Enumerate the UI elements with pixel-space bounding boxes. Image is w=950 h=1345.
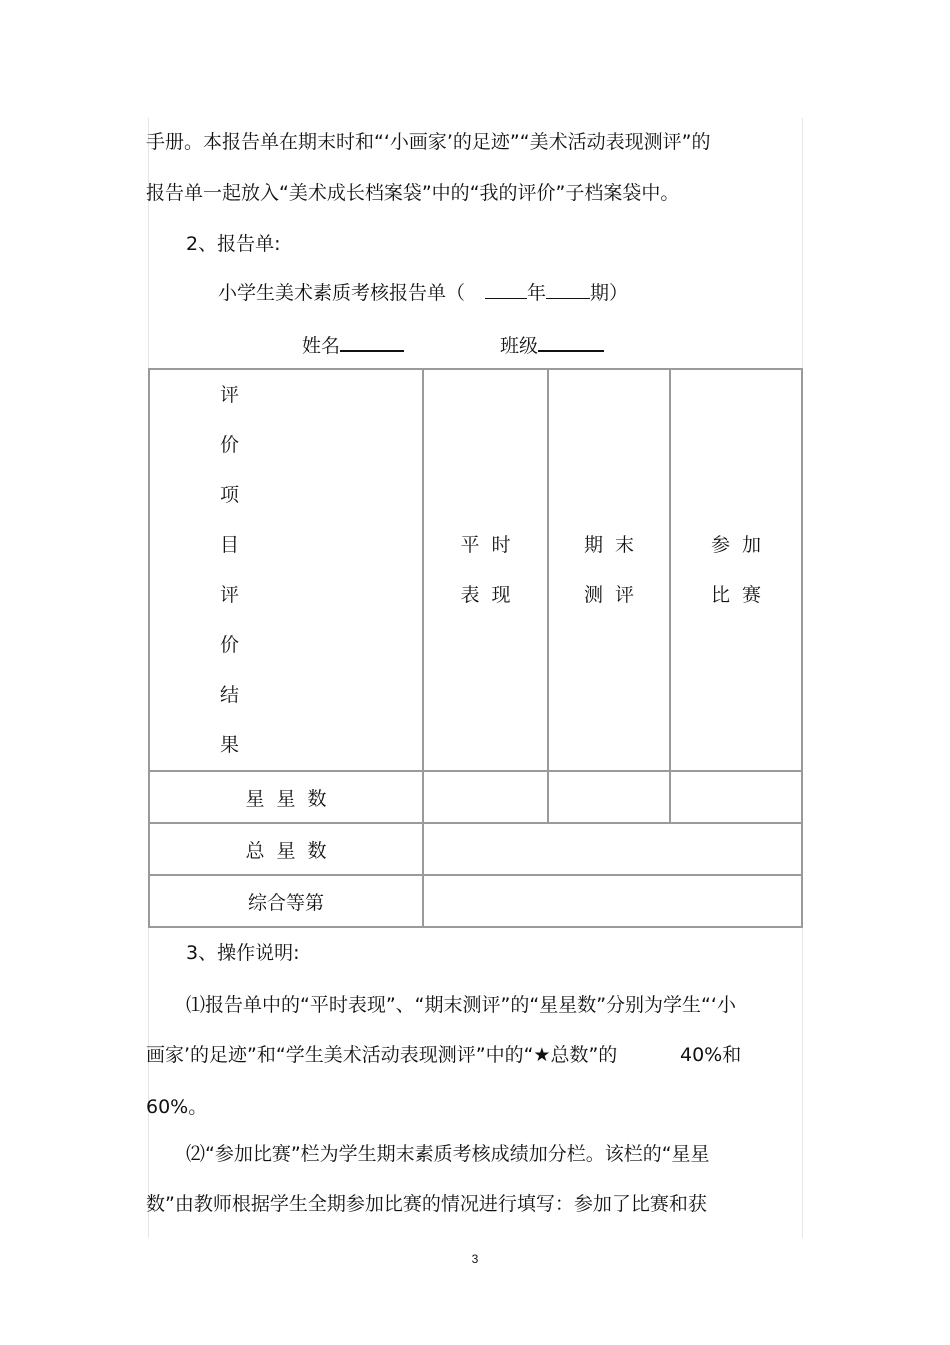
header-char: 项 (220, 484, 240, 506)
stars-row (149, 771, 802, 823)
header-char: 目 (220, 534, 240, 556)
instruction-2-line-1: ⑵“参加比赛”栏为学生期末素质考核成绩加分栏。该栏的“星星 (186, 1143, 710, 1165)
class-label: 班级 (500, 335, 539, 357)
total-stars-label: 总星数 (149, 823, 423, 875)
evaluation-item-label (220, 370, 250, 770)
class-field (500, 332, 604, 358)
paragraph-line-2: 报告单一起放入“美术成长档案袋”中的“我的评价”子档案袋中。 (146, 182, 680, 204)
column-daily-performance (423, 369, 548, 771)
stars-label: 星星数 (149, 771, 423, 823)
report-title-year: 年 (527, 282, 547, 304)
total-stars-row (149, 823, 802, 875)
header-row (149, 369, 802, 771)
name-label: 姓名 (302, 335, 341, 357)
column-label-line1: 期末 (583, 534, 646, 556)
header-char: 价 (220, 434, 240, 456)
term-blank (546, 280, 590, 299)
instruction-1-line-2: 画家’的足迹”和“学生美术活动表现测评”中的“★总数”的 (146, 1044, 618, 1066)
page-number: 3 (471, 1252, 479, 1266)
section-2-heading: 2、报告单: (186, 233, 281, 255)
instruction-1-line-1: ⑴报告单中的“平时表现”、“期末测评”的“星星数”分别为学生“‘小 (186, 994, 736, 1016)
column-label-line1: 平时 (460, 534, 523, 556)
stars-final-cell (548, 771, 670, 823)
report-table (148, 368, 803, 928)
overall-grade-cell (423, 875, 802, 927)
header-char: 评 (220, 384, 240, 406)
column-competition (670, 369, 802, 771)
report-title (218, 280, 628, 305)
class-blank (538, 332, 604, 352)
section-3-heading: 3、操作说明: (186, 942, 300, 964)
year-blank (485, 280, 527, 299)
name-blank (340, 332, 404, 352)
instruction-1-line-3: 60%。 (146, 1096, 208, 1118)
overall-grade-label: 综合等第 (149, 875, 423, 927)
header-char: 果 (220, 734, 240, 756)
report-title-term: 期） (590, 282, 629, 304)
paragraph-line-1: 手册。本报告单在期末时和“‘小画家’的足迹”“美术活动表现测评”的 (146, 131, 711, 153)
overall-grade-row (149, 875, 802, 927)
header-char: 评 (220, 584, 240, 606)
stars-daily-cell (423, 771, 548, 823)
report-title-prefix: 小学生美术素质考核报告单（ (218, 282, 466, 304)
column-label-line1: 参加 (710, 534, 773, 556)
column-label-line2: 表现 (460, 584, 523, 606)
stars-competition-cell (670, 771, 802, 823)
instruction-2-line-2: 数”由教师根据学生全期参加比赛的情况进行填写：参加了比赛和获 (146, 1193, 707, 1215)
instruction-1-percent-overlap: 40%和 (680, 1044, 742, 1066)
column-label-line2: 测评 (583, 584, 646, 606)
total-stars-cell (423, 823, 802, 875)
name-field (302, 332, 404, 358)
evaluation-item-cell (149, 369, 423, 771)
header-char: 结 (220, 684, 240, 706)
header-char: 价 (220, 634, 240, 656)
column-label-line2: 比赛 (710, 584, 773, 606)
column-final-assessment (548, 369, 670, 771)
